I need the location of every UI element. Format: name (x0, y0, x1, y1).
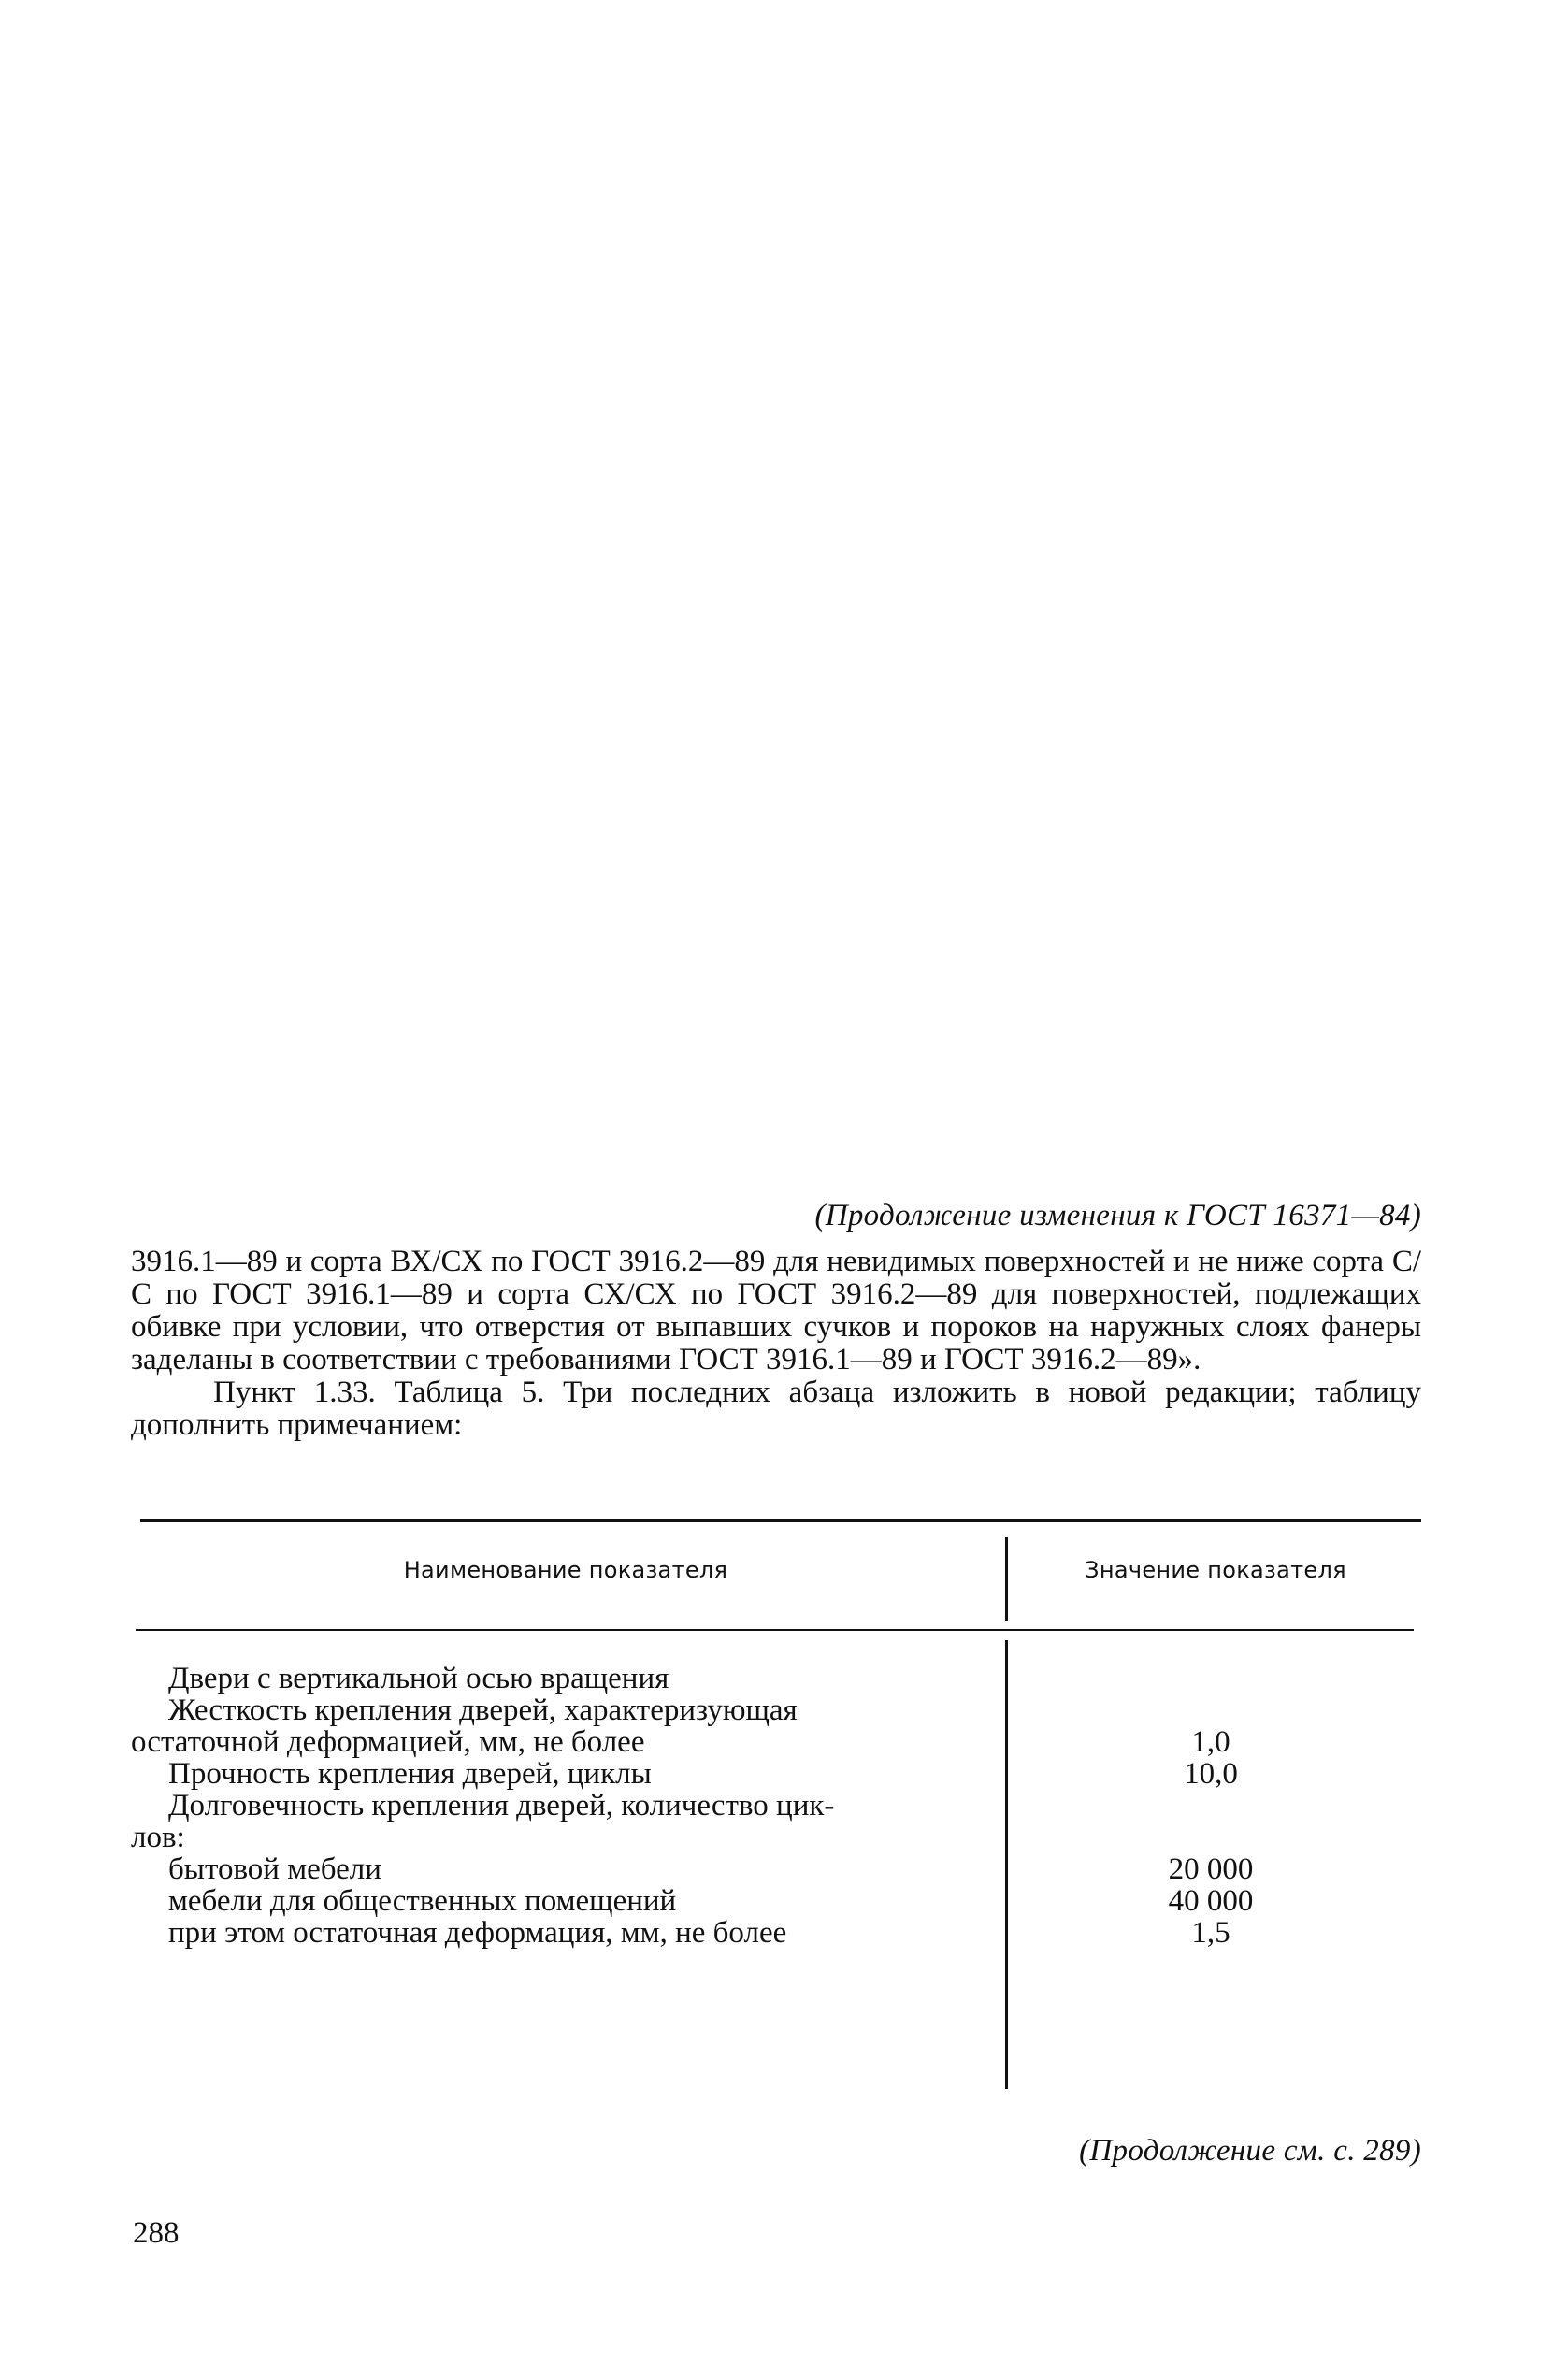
row-value: 1,0 (1191, 1725, 1230, 1759)
row-value: 40 000 (1168, 1884, 1254, 1918)
paragraph-1: 3916.1—89 и сорта ВХ/СХ по ГОСТ 3916.2—89 для невидимых поверхностей и не ниже сорта С/С по ГОСТ 3916.1—89 и сорта СХ/СХ по ГОСТ 3916.2—89 для поверхностей, подлежащих обивке при условии, что отверстия от выпавших сучков и пороков на наружных слоях фанеры заделаны в соответствии с требованиями ГОСТ 3916.1—89 и ГОСТ 3916.2—89». (131, 1245, 1421, 1376)
continued-footer: (Продолжение см. с. 289) (1079, 2134, 1421, 2168)
table-body (131, 1663, 1421, 1949)
row-value: 10,0 (1184, 1757, 1238, 1791)
row-value: 1,5 (1191, 1916, 1230, 1950)
row-name: остаточной деформацией, мм, не более (131, 1725, 645, 1759)
row-name: бытовой мебели (168, 1852, 381, 1886)
row-value: 20 000 (1168, 1852, 1254, 1886)
table-row (131, 1726, 1421, 1758)
page-number: 288 (133, 2216, 180, 2250)
table-row (131, 1663, 1421, 1694)
row-name: мебели для общественных помещений (168, 1884, 677, 1918)
table-row (131, 1758, 1421, 1790)
table-row (131, 1790, 1421, 1822)
continuation-header: (Продолжение изменения к ГОСТ 16371—84) (814, 1199, 1421, 1232)
row-value (1000, 1694, 1421, 1726)
table-row (131, 1885, 1421, 1917)
row-value (1000, 1822, 1421, 1853)
table-row (131, 1694, 1421, 1726)
paragraph-2: Пункт 1.33. Таблица 5. Три последних абзаца изложить в новой редакции; таблицу дополнить примечанием: (131, 1376, 1421, 1442)
row-name: Двери с вертикальной осью вращения (168, 1662, 669, 1695)
table-row (131, 1917, 1421, 1949)
row-name: Жесткость крепления дверей, характеризующая (168, 1693, 798, 1727)
row-name: лов: (131, 1821, 185, 1854)
header-rule (136, 1629, 1414, 1631)
indicator-table (131, 1519, 1421, 2095)
table-row (131, 1822, 1421, 1853)
row-name: Прочность крепления дверей, циклы (168, 1757, 652, 1791)
body-text (131, 1246, 1421, 1442)
column-header-name: Наименование показателя (403, 1557, 728, 1583)
row-name: при этом остаточная деформация, мм, не более (168, 1916, 787, 1950)
column-header-value: Значение показателя (1085, 1557, 1346, 1583)
row-value (1000, 1663, 1421, 1694)
row-name: Долговечность крепления дверей, количество цик- (168, 1789, 835, 1823)
row-value (1000, 1790, 1421, 1822)
column-divider (1005, 1537, 1008, 1621)
table-row (131, 1853, 1421, 1885)
table-top-rule (140, 1519, 1421, 1522)
